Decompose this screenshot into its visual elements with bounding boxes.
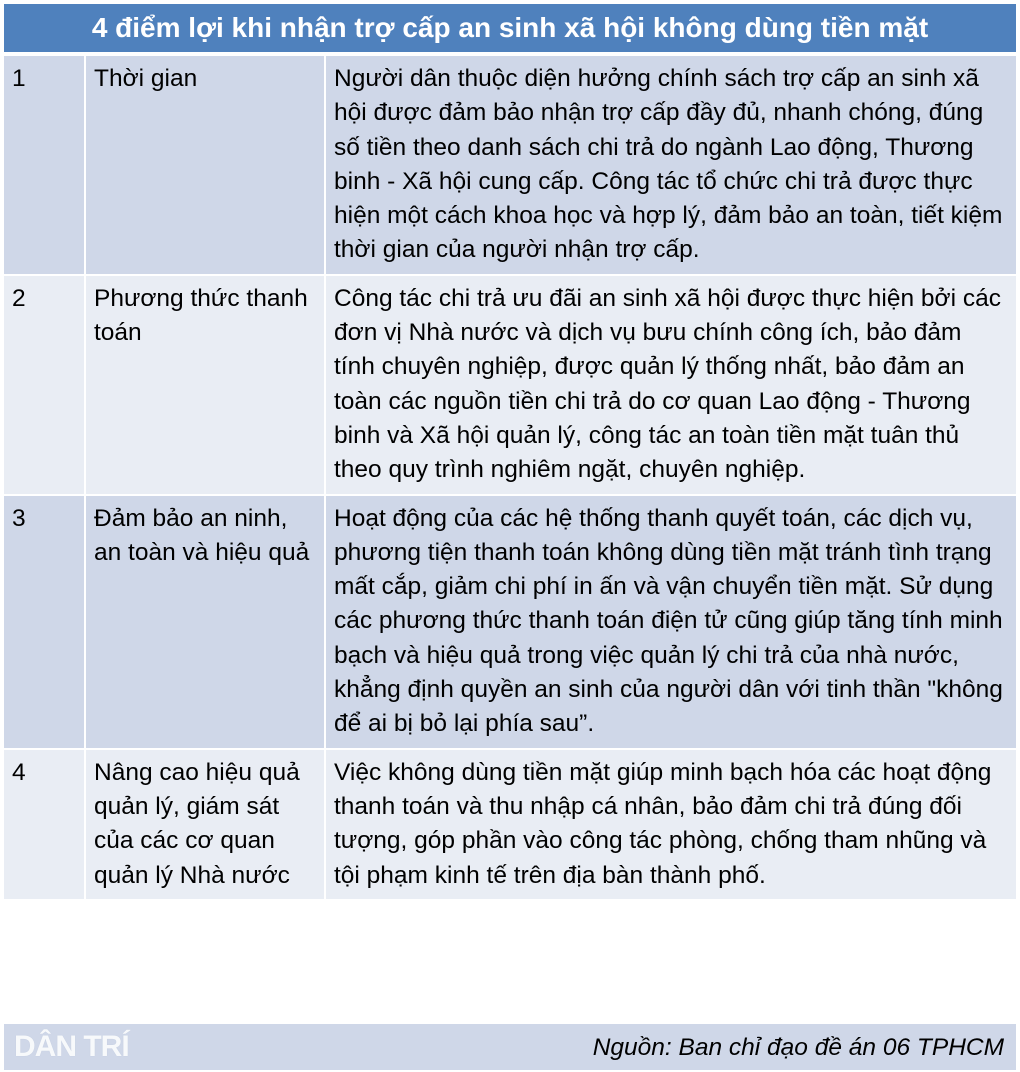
dan-tri-watermark: DÂN TRÍ [14, 1030, 129, 1063]
benefit-name: Đảm bảo an ninh, an toàn và hiệu quả [85, 495, 325, 749]
row-number: 3 [4, 495, 85, 749]
benefit-name: Nâng cao hiệu quả quản lý, giám sát của các cơ quan quản lý Nhà nước [85, 749, 325, 899]
benefit-description: Việc không dùng tiền mặt giúp minh bạch hóa các hoạt động thanh toán và thu nhập cá nhân, bảo đảm chi trả đúng đối tượng, góp phần vào công tác phòng, chống tham nhũng và tội phạm kinh tế trên địa bàn thành phố. [325, 749, 1016, 899]
row-number: 4 [4, 749, 85, 899]
table-row [4, 495, 1016, 749]
benefit-description: Người dân thuộc diện hưởng chính sách trợ cấp an sinh xã hội được đảm bảo nhận trợ cấp đầy đủ, nhanh chóng, đúng số tiền theo danh sách chi trả do ngành Lao động, Thương binh - Xã hội cung cấp. Công tác tổ chức chi trả được thực hiện một cách khoa học và hợp lý, đảm bảo an toàn, tiết kiệm thời gian của người nhận trợ cấp. [325, 55, 1016, 275]
table-row [4, 55, 1016, 275]
table-row [4, 275, 1016, 495]
table-title: 4 điểm lợi khi nhận trợ cấp an sinh xã hội không dùng tiền mặt [4, 4, 1016, 52]
source-bar [4, 1024, 1016, 1070]
benefit-name: Thời gian [85, 55, 325, 275]
table-row [4, 749, 1016, 899]
benefit-description: Công tác chi trả ưu đãi an sinh xã hội được thực hiện bởi các đơn vị Nhà nước và dịch vụ bưu chính công ích, bảo đảm tính chuyên nghiệp, được quản lý thống nhất, bảo đảm an toàn các nguồn tiền chi trả do cơ quan Lao động - Thương binh và Xã hội quản lý, công tác an toàn tiền mặt tuân thủ theo quy trình nghiêm ngặt, chuyên nghiệp. [325, 275, 1016, 495]
benefit-name: Phương thức thanh toán [85, 275, 325, 495]
source-credit: Nguồn: Ban chỉ đạo đề án 06 TPHCM [592, 1034, 1004, 1061]
benefits-table [4, 54, 1016, 899]
row-number: 1 [4, 55, 85, 275]
row-number: 2 [4, 275, 85, 495]
benefit-description: Hoạt động của các hệ thống thanh quyết toán, các dịch vụ, phương tiện thanh toán không dùng tiền mặt tránh tình trạng mất cắp, giảm chi phí in ấn và vận chuyển tiền mặt. Sử dụng các phương thức thanh toán điện tử cũng giúp tăng tính minh bạch và hiệu quả trong việc quản lý chi trả của nhà nước, khẳng định quyền an sinh của người dân với tinh thần "không để ai bị bỏ lại phía sau”. [325, 495, 1016, 749]
